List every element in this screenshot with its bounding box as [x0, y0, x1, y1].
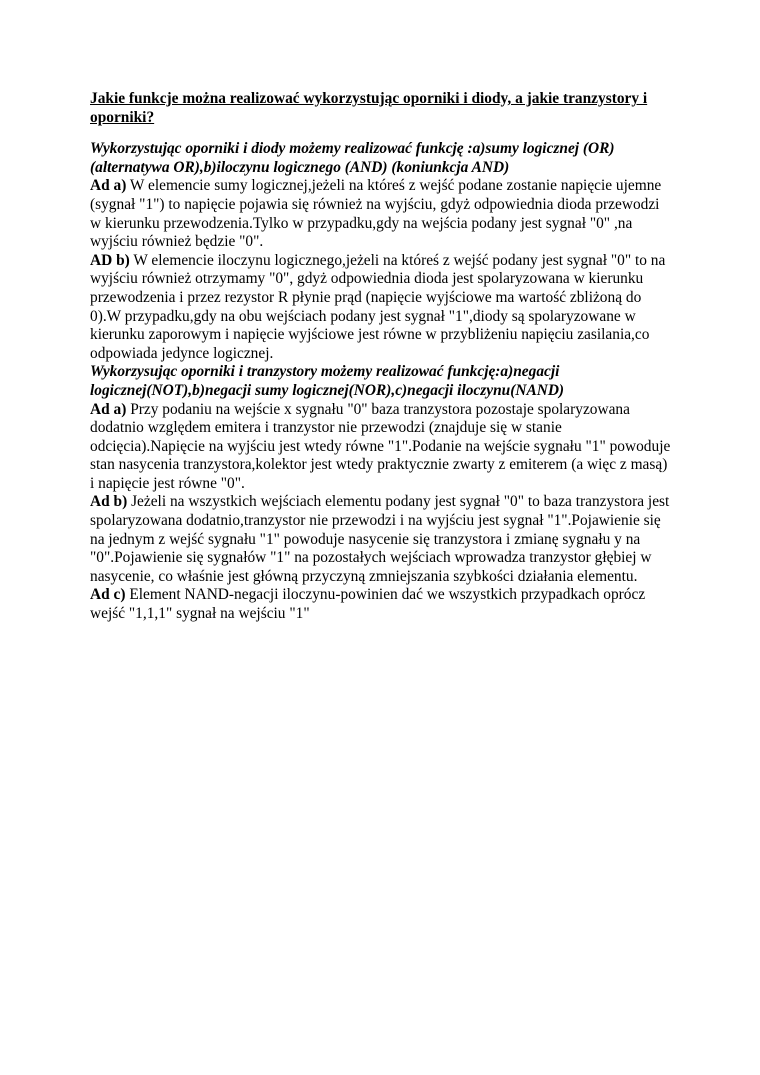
- paragraph-intro-diodes-text: Wykorzystując oporniki i diody możemy realizować funkcję :a)sumy logicznej (OR) (alternatywa OR),b)iloczynu logicznego (AND) (koniunkcja AND): [90, 140, 615, 176]
- paragraph-intro-diodes: [90, 140, 674, 177]
- document-page: [90, 90, 674, 624]
- paragraph-ad-c-transistors-lead: Ad c): [90, 586, 126, 604]
- paragraph-ad-b-diodes: [90, 252, 674, 364]
- paragraph-ad-b-diodes-text: W elemencie iloczynu logicznego,jeżeli na któreś z wejść podany jest sygnał "0" to na wyjściu również otrzymamy "0", gdyż odpowiednia dioda jest spolaryzowana w kierunku przewodzenia i przez rezystor R płynie prąd (napięcie wyjściowe ma wartość zbliżoną do 0).W przypadku,gdy na obu wejściach podany jest sygnał "1",diody są spolaryzowane w kierunku zaporowym i napięcie wyjściowe jest równe w przybliżeniu napięciu zasilania,co odpowiada jedynce logicznej.: [90, 251, 666, 362]
- paragraph-ad-a-diodes-lead: Ad a): [90, 177, 127, 195]
- paragraph-ad-a-transistors-text: Przy podaniu na wejście x sygnału "0" baza tranzystora pozostaje spolaryzowana dodatnio względem emitera i tranzystor nie przewodzi (znajduje się w stanie odcięcia).Napięcie na wyjściu jest wtedy równe "1".Podanie na wejście sygnału "1" powoduje stan nasycenia tranzystora,kolektor jest wtedy praktycznie zwarty z emiterem (a więc z masą) i napięcie jest równe "0".: [90, 400, 671, 492]
- paragraph-ad-b-transistors-lead: Ad b): [90, 493, 128, 511]
- paragraph-ad-a-transistors-lead: Ad a): [90, 400, 127, 418]
- paragraph-ad-b-transistors-text: Jeżeli na wszystkich wejściach elementu podany jest sygnał "0" to baza tranzystora jest spolaryzowana dodatnio,tranzystor nie przewodzi i na wyjściu jest sygnał "1".Pojawienie się na jednym z wejść sygnału "1" powoduje nasycenie się tranzystora i zmianę sygnału y na "0".Pojawienie się sygnałów "1" na pozostałych wejściach wprowadza tranzystor głębiej w nasycenie, co właśnie jest główną przyczyną zmniejszania szybkości działania elementu.: [90, 493, 670, 585]
- paragraph-ad-c-transistors-text: Element NAND-negacji iloczynu-powinien dać we wszystkich przypadkach oprócz wejść "1,1,1" sygnał na wejściu "1": [90, 586, 646, 623]
- paragraph-ad-a-transistors: [90, 401, 674, 494]
- paragraph-ad-c-transistors: [90, 586, 674, 623]
- heading-text: Jakie funkcje można realizować wykorzystując oporniki i diody, a jakie tranzystory i oporniki?: [90, 90, 648, 126]
- document-heading: [90, 90, 674, 127]
- paragraph-ad-a-diodes-text: W elemencie sumy logicznej,jeżeli na któreś z wejść podane zostanie napięcie ujemne (sygnał "1") to napięcie pojawia się również na wyjściu, gdyż odpowiednia dioda przewodzi w kierunku przewodzenia.Tylko w przypadku,gdy na wejścia podany jest sygnał "0" ,na wyjściu również będzie "0".: [90, 177, 662, 251]
- paragraph-ad-b-diodes-lead: AD b): [90, 251, 130, 269]
- paragraph-ad-b-transistors: [90, 493, 674, 586]
- blank-line: [90, 127, 674, 140]
- paragraph-intro-transistors-text: Wykorzysując oporniki i tranzystory możemy realizować funkcję:a)negacji logicznej(NOT),b)negacji sumy logicznej(NOR),c)negacji iloczynu(NAND): [90, 363, 565, 399]
- paragraph-intro-transistors: [90, 363, 674, 400]
- paragraph-ad-a-diodes: [90, 177, 674, 251]
